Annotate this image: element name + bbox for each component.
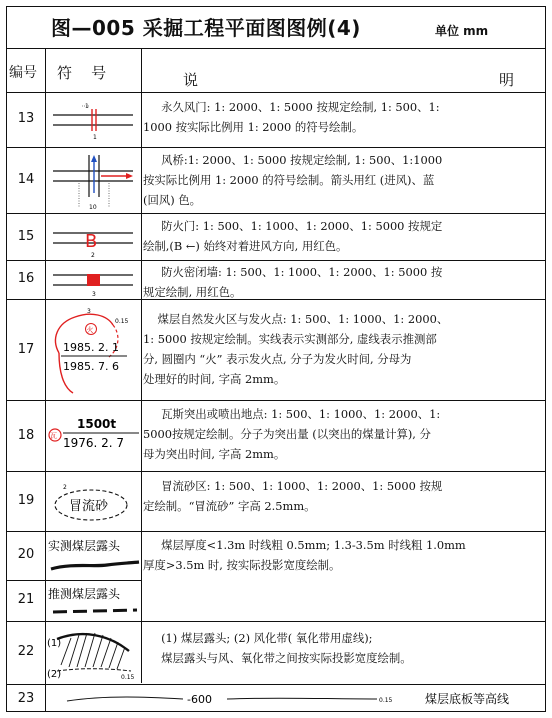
line-width-label: 0.15 [121,674,135,681]
row-description: 瓦斯突出或喷出地点: 1: 500、1: 1000、1: 2000、1: 5000按规定绘制。分子为突出量 (以突出的煤量计算), 分 母为突出时间, 字高 2mm。 [143,407,441,461]
fire-start-date: 1985. 2. 1 [63,341,119,354]
row-divider [7,621,545,622]
row-divider [7,400,545,401]
legend-sheet [6,6,546,712]
header-number: 编号 [7,49,45,93]
weathering-zone-label: (2) [47,669,62,680]
row-description: 煤层厚度<1.3m 时线粗 0.5mm; 1.3-3.5m 时线粗 1.0mm 厚度>3.5m 时, 按实际投影宽度绘制。 [143,538,466,572]
header-description: 说 明 [141,49,545,93]
row-divider [7,147,545,148]
outburst-date: 1976. 2. 7 [63,436,125,450]
row-number: 23 [17,691,35,706]
fire-point-mark: 火 [86,326,94,334]
contour-value: -600 [187,693,212,706]
line-width-label: 0.15 [379,697,393,704]
quicksand-label: 冒流砂 [69,499,109,514]
header-symbol: 符 号 [45,49,141,93]
row-number: 21 [17,592,35,607]
fire-seal-wall-icon [47,261,141,299]
row-number: 20 [17,547,35,562]
outcrop-weathering-zone-icon [47,623,141,683]
row-divider [7,531,545,532]
dimension-label: 3 [92,291,96,298]
row-description: 煤层自然发火区与发火点: 1: 500、1: 1000、1: 2000、 1: 5000 按规定绘制。实线表示实测部分, 虚线表示推测部 分, 圆圈内 “火” 表示发火点, 分子为发火时间, 分母为 处理好的时间, 字高 2mm。 [143,312,449,386]
row-divider [7,580,141,581]
gas-outburst-icon [47,402,141,470]
row-number: 13 [17,111,35,126]
permanent-air-door-icon [47,95,141,145]
row-divider [7,471,545,472]
measured-outcrop-label: 实测煤层露头 [48,539,121,553]
outcrop-label: (1) [47,638,62,649]
row-number: 18 [17,428,35,443]
row-description: 永久风门: 1: 2000、1: 5000 按规定绘制, 1: 500、1: 1000 按实际比例用 1: 2000 的符号绘制。 [143,100,440,134]
inferred-outcrop-line-icon [47,582,141,620]
fire-door-icon [47,215,141,259]
air-bridge-icon [47,149,141,213]
row-number: 14 [17,172,35,187]
row-description: 防火密闭墙: 1: 500、1: 1000、1: 2000、1: 5000 按 规定绘制, 用红色。 [143,265,443,299]
dimension-label: 1 [85,103,89,110]
line-width-label: 0.15 [115,318,129,325]
row-description: 防火门: 1: 500、1: 1000、1: 2000、1: 5000 按规定 绘制,(B ←) 始终对着进风方向, 用红色。 [143,219,443,253]
row-description: (1) 煤层露头; (2) 风化带( 氧化带用虚线); 煤层露头与风、氧化带之间按实际投影宽度绘制。 [143,631,412,665]
inferred-outcrop-label: 推测煤层露头 [48,587,121,601]
dimension-label: 2 [63,484,67,491]
row-number: 22 [17,644,35,659]
contour-description: 煤层底板等高线 [425,692,510,706]
floor-contour-line-icon [47,685,543,711]
row-number: 17 [17,342,35,357]
measured-outcrop-line-icon [47,533,141,579]
row-number: 15 [17,229,35,244]
title-bar [7,7,545,49]
dimension-label: 10 [89,204,97,211]
column-divider [141,49,142,683]
row-description: 冒流砂区: 1: 500、1: 1000、1: 2000、1: 5000 按规 定绘制。“冒流砂” 字高 2.5mm。 [143,479,443,513]
row-number: 16 [17,271,35,286]
gas-point-mark: 瓦 [50,432,57,440]
fire-door-letter: B [85,231,98,252]
quicksand-zone-icon [47,473,141,531]
unit-label: 单位 mm [435,24,489,38]
fire-end-date: 1985. 7. 6 [63,360,119,373]
row-number: 19 [17,493,35,508]
dimension-label: 1 [93,134,97,141]
outburst-amount: 1500t [77,417,117,431]
row-description: 风桥:1: 2000、1: 5000 按规定绘制, 1: 500、1:1000 按实际比例用 1: 2000 的符号绘制。箭头用红 (进风)、蓝 (回风) 色。 [143,153,443,207]
page-title: 图—005 采掘工程平面图图例(4) [51,16,361,40]
row-divider [7,213,545,214]
spontaneous-fire-zone-icon [47,301,141,399]
column-divider [45,49,46,711]
dimension-label: 3 [87,308,91,315]
dimension-label: 2 [91,252,95,259]
